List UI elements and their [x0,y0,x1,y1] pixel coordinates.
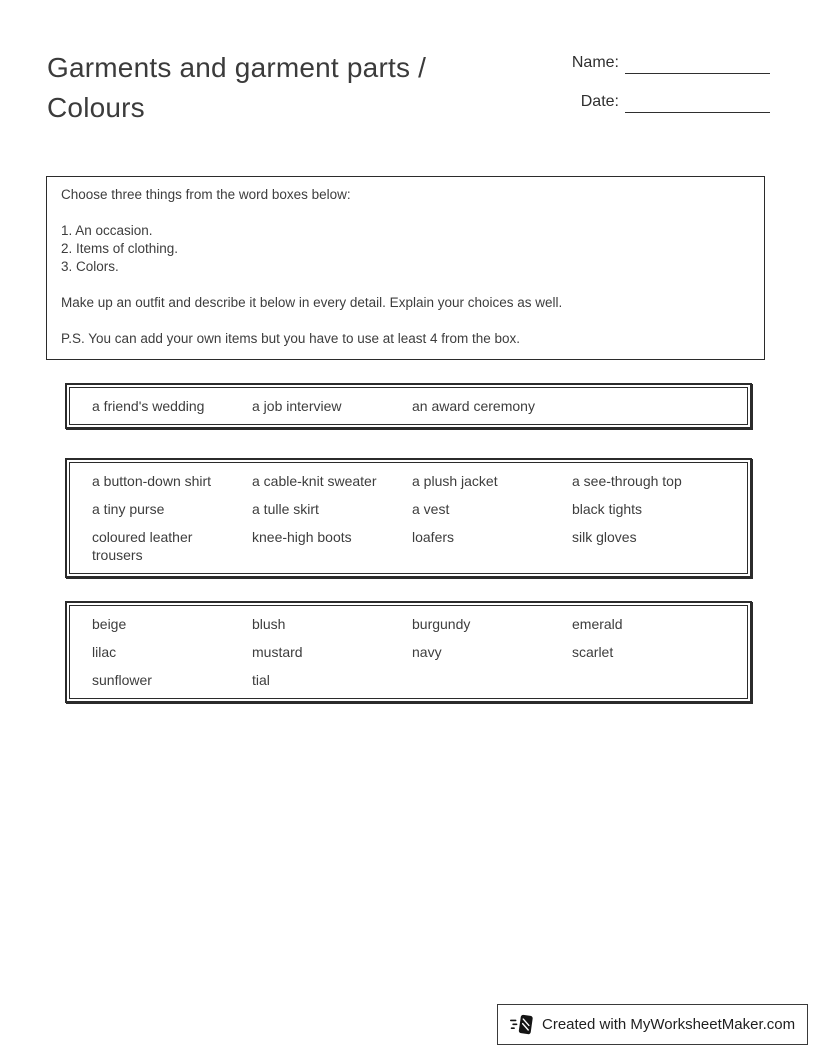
word-item: loafers [412,529,455,545]
word-item: sunflower [92,672,152,688]
instructions-body: Make up an outfit and describe it below in every detail. Explain your choices as well. [61,295,563,310]
name-label: Name: [571,54,619,71]
word-item: a job interview [252,398,342,414]
instructions-list-item: 3. Colors. [61,259,119,274]
word-item: a see-through top [572,473,682,489]
instructions-box [46,176,765,360]
footer-credit-text: Created with MyWorksheetMaker.com [542,1016,796,1033]
name-row [540,52,770,74]
word-item: lilac [92,644,117,660]
word-item: navy [412,644,442,660]
date-blank-line [625,93,770,113]
date-row [540,91,770,113]
word-box-occasions-grid [69,387,748,425]
word-box-colors-grid [69,605,748,699]
word-item: silk gloves [572,529,637,545]
word-item: mustard [252,644,303,660]
word-item: a plush jacket [412,473,498,489]
word-item: knee-high boots [252,529,352,545]
word-item: blush [252,616,286,632]
word-item: beige [92,616,127,632]
word-item: a vest [412,501,450,517]
word-item: emerald [572,616,623,632]
instructions-list-item: 2. Items of clothing. [61,241,179,256]
instructions-intro: Choose three things from the word boxes below: [61,187,351,202]
name-date-block [540,52,770,130]
word-item: coloured leather trousers [92,529,193,563]
word-item: black tights [572,501,643,517]
word-item: scarlet [572,644,614,660]
word-item: a tiny purse [92,501,165,517]
word-box-colors [65,601,752,703]
word-item: burgundy [412,616,471,632]
word-item: tial [252,672,270,688]
word-box-clothing [65,458,752,578]
word-item: an award ceremony [412,398,535,414]
word-item: a tulle skirt [252,501,319,517]
word-item: a cable-knit sweater [252,473,377,489]
word-item: a friend's wedding [92,398,205,414]
date-label: Date: [580,93,619,110]
instructions-ps: P.S. You can add your own items but you have to use at least 4 from the box. [61,331,521,346]
worksheet-maker-logo-icon [510,1013,534,1037]
instructions-list-item: 1. An occasion. [61,223,153,238]
name-blank-line [625,54,770,74]
footer-credit-box [497,1004,808,1045]
word-box-clothing-grid [69,462,748,574]
word-box-occasions [65,383,752,429]
page-title: Garments and garment parts / Colours [47,52,427,123]
word-item: a button-down shirt [92,473,212,489]
